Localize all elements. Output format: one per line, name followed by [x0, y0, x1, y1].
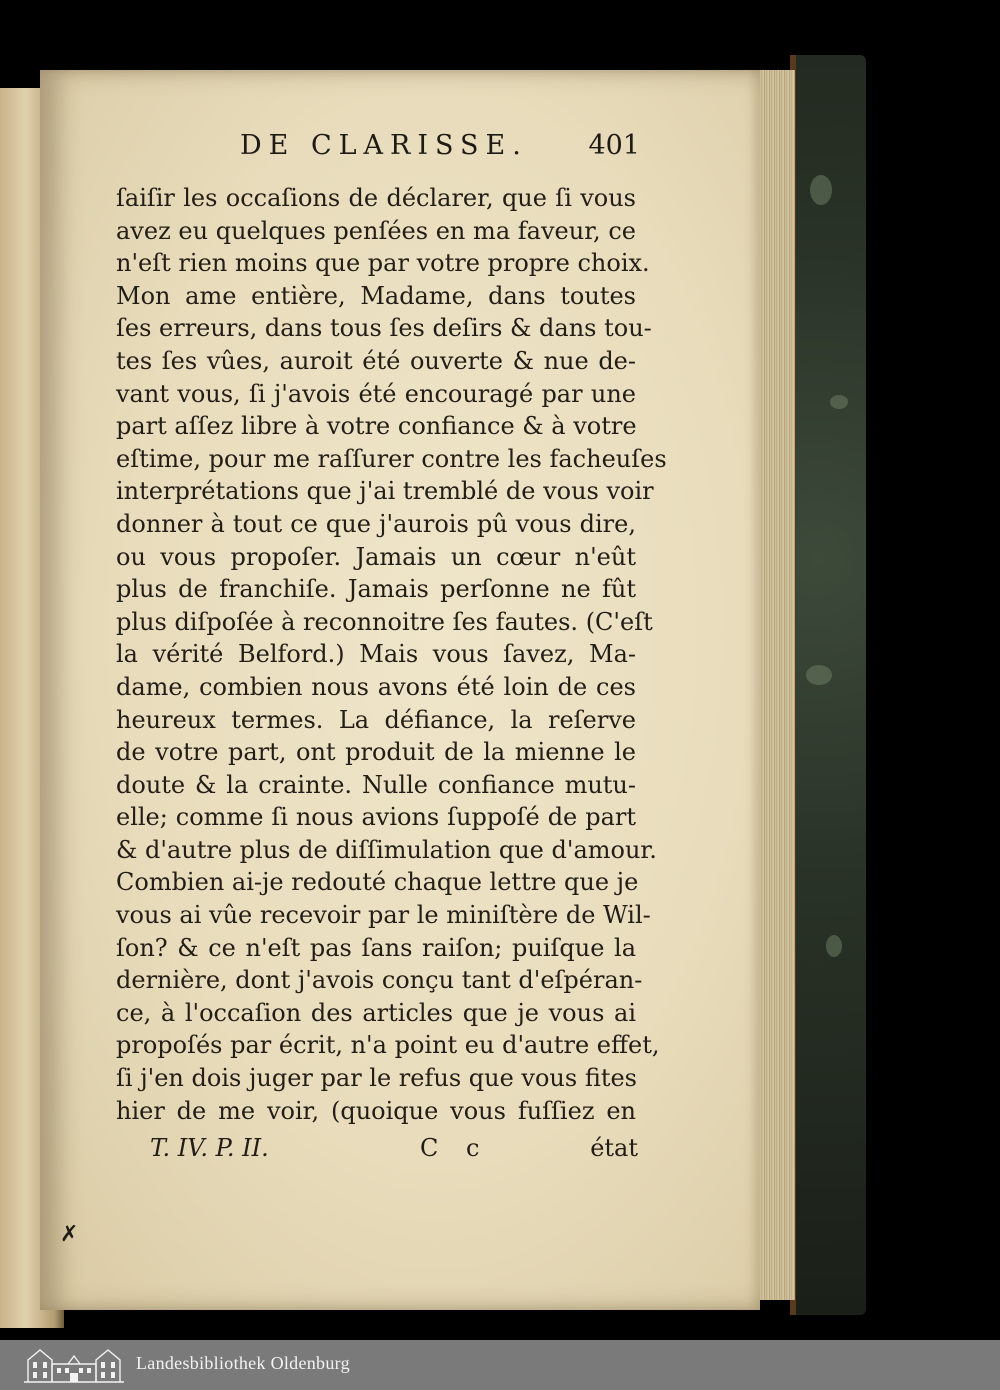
text-line: vous ai vûe recevoir par le miniſtère de Wil- — [116, 901, 651, 930]
body-text — [116, 182, 667, 1127]
text-line: ce, à l'occaſion des articles que je vous ai — [116, 998, 636, 1027]
text-line: ſaiſir les occaſions de déclarer, que ſi vous — [116, 184, 636, 212]
text-line: donner à tout ce que j'aurois pû vous dire, — [116, 509, 636, 538]
page-header — [240, 130, 640, 170]
text-line: & d'autre plus de diſſimulation que d'amour. — [116, 835, 657, 864]
text-line: avez eu quelques penſées en ma faveur, ce — [116, 216, 636, 245]
text-line: Combien ai-je redouté chaque lettre que je — [116, 868, 639, 897]
text-line: part aſſez libre à votre confiance & à votre — [116, 412, 637, 441]
text-line: vant vous, ſi j'avois été encouragé par une — [116, 379, 636, 408]
text-line: dernière, dont j'avois conçu tant d'eſpéran- — [116, 966, 643, 995]
text-line: ſes erreurs, dans tous ſes deſirs & dans tou- — [116, 314, 652, 343]
book-cover — [790, 55, 866, 1315]
signature-mark: C c — [420, 1134, 490, 1162]
text-line: propoſés par écrit, n'a point eu d'autre effet, — [116, 1031, 660, 1060]
text-line: plus diſpoſée à reconnoitre ſes fautes. (C'eſt — [116, 607, 653, 636]
text-line: plus de franchiſe. Jamais perſonne ne fût — [116, 575, 636, 604]
text-line: hier de me voir, (quoique vous fuſſiez en — [116, 1096, 636, 1125]
text-line: ou vous propoſer. Jamais un cœur n'eût — [116, 542, 636, 571]
text-line: interprétations que j'ai tremblé de vous voir — [116, 477, 654, 506]
page-footer — [150, 1134, 638, 1170]
text-line: dame, combien nous avons été loin de ces — [116, 672, 636, 701]
library-building-icon — [22, 1346, 126, 1384]
text-line: ſi j'en dois juger par le refus que vous fites — [116, 1064, 637, 1093]
volume-signature: T. IV. P. II. — [150, 1134, 269, 1162]
library-name: Landesbibliothek Oldenburg — [136, 1353, 350, 1373]
text-line: Mon ame entière, Madame, dans toutes — [116, 281, 636, 310]
running-head: DE CLARISSE. — [240, 130, 528, 161]
text-line: tes ſes vûes, auroit été ouverte & nue de- — [116, 346, 636, 375]
ink-mark: ✗ — [60, 1222, 79, 1247]
catchword: état — [590, 1134, 638, 1162]
text-line: ſon? & ce n'eſt pas ſans raiſon; puiſque la — [116, 933, 636, 962]
library-banner — [0, 1340, 1000, 1390]
text-line: doute & la crainte. Nulle confiance mutu- — [116, 770, 636, 799]
text-line: la vérité Belford.) Mais vous ſavez, Ma- — [116, 640, 636, 669]
page-number: 401 — [588, 130, 640, 161]
text-line: de votre part, ont produit de la mienne le — [116, 738, 636, 767]
text-line: n'eſt rien moins que par votre propre choix. — [116, 249, 650, 278]
text-line: eſtime, pour me raſſurer contre les facheuſes — [116, 444, 667, 473]
text-line: heureux termes. La défiance, la reſerve — [116, 705, 636, 734]
text-line: elle; comme ſi nous avions ſuppoſé de part — [116, 803, 636, 832]
